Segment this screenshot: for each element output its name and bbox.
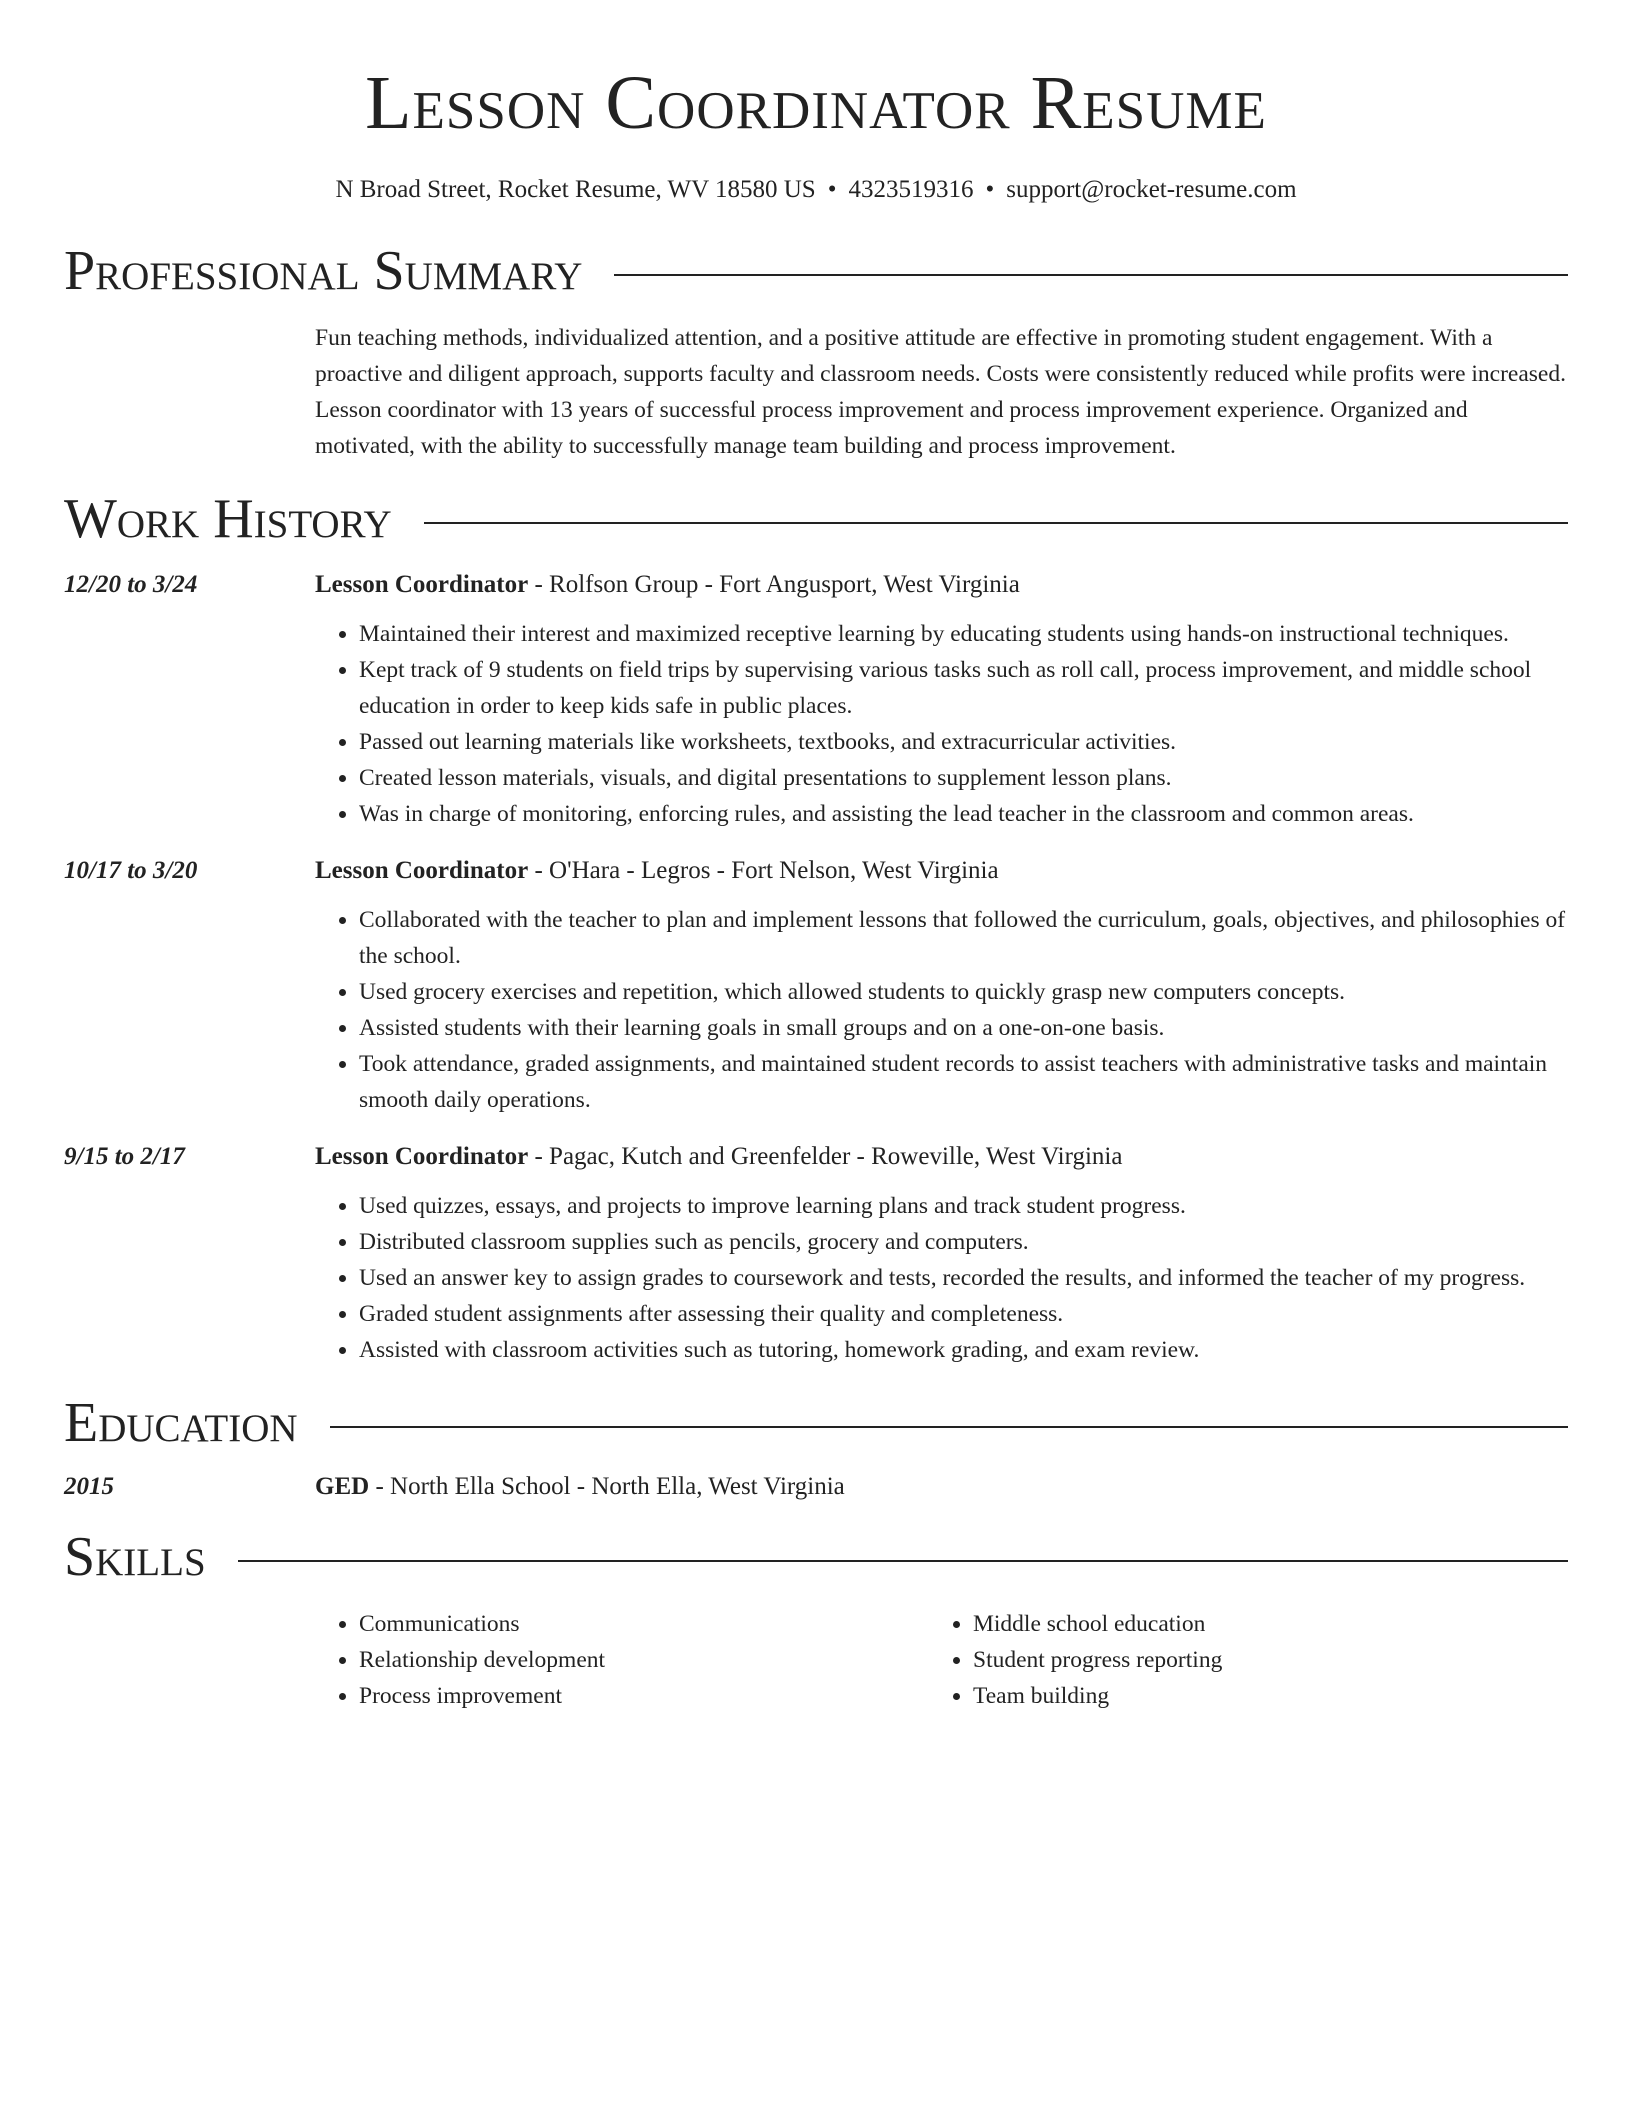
contact-line	[64, 174, 1568, 206]
job-bullets	[315, 616, 1568, 832]
job-bullets	[315, 1188, 1568, 1368]
job-company-location: - Pagac, Kutch and Greenfelder - Roweville, West Virginia	[528, 1143, 1123, 1170]
job-dates: 9/15 to 2/17	[64, 1143, 185, 1170]
section-divider	[424, 522, 1568, 524]
summary-text: Fun teaching methods, individualized attention, and a positive attitude are effective in promoting student engagement. With a proactive and diligent approach, supports faculty and classroom needs. Costs were consistently reduced while profits were increased. Lesson coordinator with 13 years of successful process improvement and process improvement experience. Organized and motivated, with the ability to successfully manage team building and process improvement.	[315, 325, 1566, 459]
job-bullet: • Assisted with classroom activities such as tutoring, homework grading, and exam review.	[359, 1332, 1568, 1368]
work-heading: Work History	[64, 488, 392, 550]
section-divider	[614, 274, 1568, 276]
job-company-location: - O'Hara - Legros - Fort Nelson, West Virginia	[528, 857, 999, 884]
contact-email: support@rocket-resume.com	[1006, 176, 1297, 203]
job-title: Lesson Coordinator	[315, 857, 529, 884]
work-section-header	[64, 486, 1568, 552]
job-header-row	[64, 568, 1568, 832]
job-body	[315, 854, 1568, 1118]
job-bullet: • Maintained their interest and maximized receptive learning by educating students using hands-on instructional techniques.	[359, 616, 1568, 652]
job-bullet: • Used grocery exercises and repetition, which allowed students to quickly grasp new computers concepts.	[359, 974, 1568, 1010]
job-line	[315, 854, 1568, 888]
job-bullet: • Passed out learning materials like worksheets, textbooks, and extracurricular activities.	[359, 724, 1568, 760]
skills-column-right	[929, 1606, 1543, 1714]
job-dates: 10/17 to 3/20	[64, 857, 198, 884]
job-bullet: • Created lesson materials, visuals, and digital presentations to supplement lesson plans.	[359, 760, 1568, 796]
job-company-location: - Rolfson Group - Fort Angusport, West Virginia	[528, 571, 1020, 598]
job-title: Lesson Coordinator	[315, 1143, 529, 1170]
contact-phone: 4323519316	[848, 176, 974, 203]
education-degree: GED	[315, 1473, 370, 1500]
job-bullet: • Assisted students with their learning goals in small groups and on a one-on-one basis.	[359, 1010, 1568, 1046]
skills-column-left	[315, 1606, 929, 1714]
skills-grid	[315, 1606, 1568, 1714]
skill-item: • Process improvement	[359, 1678, 929, 1714]
job-entry	[64, 568, 1568, 832]
job-bullet: • Graded student assignments after assessing their quality and completeness.	[359, 1296, 1568, 1332]
education-entry	[64, 1470, 1568, 1504]
education-heading: Education	[64, 1392, 298, 1454]
contact-separator: •	[985, 176, 995, 203]
skills-heading: Skills	[64, 1526, 206, 1588]
section-divider	[238, 1560, 1568, 1562]
job-bullet: • Was in charge of monitoring, enforcing rules, and assisting the lead teacher in the classroom and common areas.	[359, 796, 1568, 832]
job-entry	[64, 1140, 1568, 1368]
skill-item: • Middle school education	[973, 1606, 1543, 1642]
contact-address: N Broad Street, Rocket Resume, WV 18580 US	[335, 176, 816, 203]
skill-item: • Student progress reporting	[973, 1642, 1543, 1678]
contact-separator: •	[827, 176, 837, 203]
job-bullet: • Distributed classroom supplies such as pencils, grocery and computers.	[359, 1224, 1568, 1260]
skill-item: • Communications	[359, 1606, 929, 1642]
job-header-row	[64, 854, 1568, 1118]
education-details: - North Ella School - North Ella, West Virginia	[369, 1473, 845, 1500]
job-bullet: • Used an answer key to assign grades to coursework and tests, recorded the results, and informed the teacher of my progress.	[359, 1260, 1568, 1296]
job-bullet: • Used quizzes, essays, and projects to improve learning plans and track student progress.	[359, 1188, 1568, 1224]
job-bullet: • Collaborated with the teacher to plan and implement lessons that followed the curriculum, goals, objectives, and philosophies of the school.	[359, 902, 1568, 974]
job-title: Lesson Coordinator	[315, 571, 529, 598]
job-header-row	[64, 1140, 1568, 1368]
job-body	[315, 568, 1568, 832]
section-divider	[330, 1426, 1568, 1428]
summary-heading: Professional Summary	[64, 240, 583, 302]
job-line	[315, 568, 1568, 602]
job-entry	[64, 854, 1568, 1118]
summary-section-header	[64, 238, 1568, 304]
education-line	[315, 1470, 1568, 1504]
job-bullets	[315, 902, 1568, 1118]
education-year: 2015	[64, 1473, 114, 1500]
work-history-list	[64, 568, 1568, 1368]
skill-item: • Team building	[973, 1678, 1543, 1714]
job-bullet: • Kept track of 9 students on field trips by supervising various tasks such as roll call, process improvement, and middle school education in order to keep kids safe in public places.	[359, 652, 1568, 724]
job-body	[315, 1140, 1568, 1368]
skills-section-header	[64, 1524, 1568, 1590]
education-section-header	[64, 1390, 1568, 1456]
job-dates: 12/20 to 3/24	[64, 571, 198, 598]
resume-title: Lesson Coordinator Resume	[365, 61, 1267, 145]
job-line	[315, 1140, 1568, 1174]
job-bullet: • Took attendance, graded assignments, and maintained student records to assist teachers with administrative tasks and maintain smooth daily operations.	[359, 1046, 1568, 1118]
skill-item: • Relationship development	[359, 1642, 929, 1678]
